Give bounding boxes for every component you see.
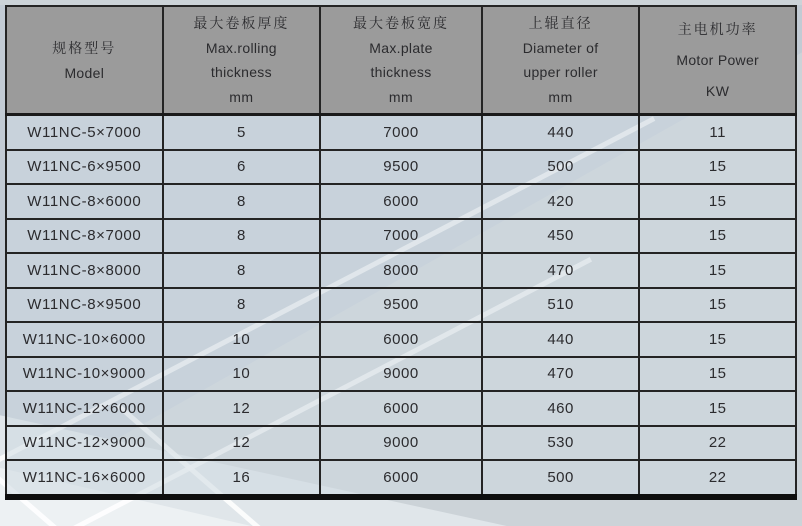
cell-model: W11NC-10×9000 (6, 357, 163, 392)
cell-max-plate-width: 9500 (320, 150, 482, 185)
cell-max-rolling-thickness: 8 (163, 184, 321, 219)
table-row (6, 253, 796, 288)
table-body (6, 115, 796, 497)
table-row (6, 426, 796, 461)
cell-max-plate-width: 6000 (320, 184, 482, 219)
cell-model: W11NC-8×6000 (6, 184, 163, 219)
header-label-zh: 最大卷板宽度 (352, 14, 449, 31)
cell-model: W11NC-8×7000 (6, 219, 163, 254)
table-row (6, 460, 796, 497)
column-header-motor-power (639, 6, 796, 115)
header-label-zh: 规格型号 (52, 39, 117, 56)
column-header-lines (483, 7, 639, 113)
cell-max-rolling-thickness: 16 (163, 460, 321, 497)
cell-upper-roller-diameter: 420 (482, 184, 640, 219)
table-row (6, 115, 796, 150)
cell-motor-power: 15 (639, 322, 796, 357)
cell-motor-power: 22 (639, 460, 796, 497)
cell-max-rolling-thickness: 10 (163, 357, 321, 392)
column-header-lines (321, 7, 481, 113)
table-row (6, 150, 796, 185)
table-row (6, 184, 796, 219)
table-row (6, 322, 796, 357)
cell-motor-power: 15 (639, 253, 796, 288)
column-header-lines (7, 7, 162, 113)
cell-max-rolling-thickness: 10 (163, 322, 321, 357)
header-label-zh: 主电机功率 (677, 21, 758, 37)
cell-max-plate-width: 7000 (320, 115, 482, 150)
cell-max-plate-width: 9000 (320, 426, 482, 461)
cell-max-plate-width: 6000 (320, 460, 482, 497)
table-row (6, 288, 796, 323)
column-header-model (6, 6, 163, 115)
header-row (6, 6, 796, 115)
cell-motor-power: 15 (639, 150, 796, 185)
cell-motor-power: 15 (639, 184, 796, 219)
cell-upper-roller-diameter: 470 (482, 357, 640, 392)
cell-model: W11NC-10×6000 (6, 322, 163, 357)
cell-max-plate-width: 6000 (320, 391, 482, 426)
cell-motor-power: 15 (639, 219, 796, 254)
header-label-en: Motor Power (676, 52, 760, 68)
header-label-en: thickness (210, 64, 272, 81)
header-label-en: Max.rolling (205, 39, 277, 56)
cell-upper-roller-diameter: 500 (482, 150, 640, 185)
cell-motor-power: 22 (639, 426, 796, 461)
cell-max-rolling-thickness: 12 (163, 391, 321, 426)
cell-upper-roller-diameter: 510 (482, 288, 640, 323)
cell-upper-roller-diameter: 530 (482, 426, 640, 461)
column-header-max-plate-width (320, 6, 482, 115)
header-label-zh: 上辊直径 (528, 14, 593, 31)
cell-motor-power: 15 (639, 288, 796, 323)
cell-upper-roller-diameter: 440 (482, 322, 640, 357)
cell-motor-power: 11 (639, 115, 796, 150)
header-label-en: Diameter of (522, 39, 599, 56)
header-label-en: Max.plate (369, 39, 433, 56)
cell-upper-roller-diameter: 450 (482, 219, 640, 254)
table-row (6, 357, 796, 392)
header-label-zh: 最大卷板厚度 (193, 14, 290, 31)
column-header-upper-roller-diameter (482, 6, 640, 115)
cell-motor-power: 15 (639, 391, 796, 426)
cell-max-rolling-thickness: 8 (163, 288, 321, 323)
cell-max-plate-width: 7000 (320, 219, 482, 254)
cell-model: W11NC-8×9500 (6, 288, 163, 323)
cell-max-rolling-thickness: 8 (163, 219, 321, 254)
cell-max-plate-width: 9000 (320, 357, 482, 392)
header-label-en: upper roller (523, 64, 598, 81)
cell-max-plate-width: 8000 (320, 253, 482, 288)
cell-model: W11NC-8×8000 (6, 253, 163, 288)
column-header-max-rolling-thickness (163, 6, 321, 115)
cell-model: W11NC-12×9000 (6, 426, 163, 461)
table-header (6, 6, 796, 115)
cell-model: W11NC-5×7000 (6, 115, 163, 150)
cell-model: W11NC-6×9500 (6, 150, 163, 185)
machine-spec-table (5, 5, 797, 500)
header-unit: mm (388, 89, 414, 106)
column-header-lines (640, 7, 795, 113)
cell-max-rolling-thickness: 6 (163, 150, 321, 185)
cell-max-plate-width: 6000 (320, 322, 482, 357)
header-unit: mm (229, 89, 254, 106)
column-header-lines (164, 7, 320, 113)
cell-upper-roller-diameter: 440 (482, 115, 640, 150)
cell-model: W11NC-16×6000 (6, 460, 163, 497)
cell-max-rolling-thickness: 8 (163, 253, 321, 288)
cell-model: W11NC-12×6000 (6, 391, 163, 426)
header-unit: KW (705, 83, 730, 99)
header-label-en: Model (64, 64, 105, 81)
header-unit: mm (548, 89, 573, 106)
table-row (6, 219, 796, 254)
cell-upper-roller-diameter: 500 (482, 460, 640, 497)
cell-max-plate-width: 9500 (320, 288, 482, 323)
header-label-en: thickness (370, 64, 432, 81)
cell-upper-roller-diameter: 470 (482, 253, 640, 288)
cell-motor-power: 15 (639, 357, 796, 392)
cell-max-rolling-thickness: 5 (163, 115, 321, 150)
cell-max-rolling-thickness: 12 (163, 426, 321, 461)
table-row (6, 391, 796, 426)
cell-upper-roller-diameter: 460 (482, 391, 640, 426)
